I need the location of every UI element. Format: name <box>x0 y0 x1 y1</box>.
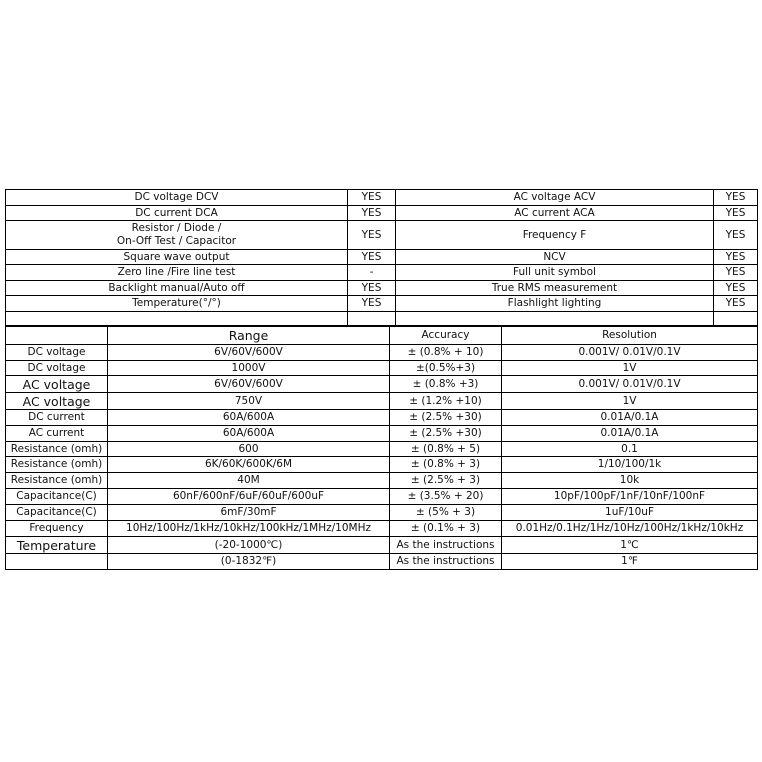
spec-accuracy: ± (0.8% + 3) <box>390 457 502 473</box>
feature-label: DC current DCA <box>6 206 348 221</box>
spec-name: Resistance (omh) <box>6 457 108 473</box>
feature-row <box>6 250 758 265</box>
spec-row <box>6 537 758 554</box>
spec-name: AC current <box>6 426 108 442</box>
spec-resolution: 10pF/100pF/1nF/10nF/100nF <box>502 489 758 505</box>
feature-label-line: Resistor / Diode / <box>131 222 222 234</box>
features-table <box>5 189 758 326</box>
spec-resolution: 1℉ <box>502 554 758 570</box>
feature-row <box>6 206 758 221</box>
spec-resolution: 10k <box>502 473 758 489</box>
spec-name: AC voltage <box>6 393 108 410</box>
spec-name: Temperature <box>6 537 108 554</box>
spec-row <box>6 554 758 570</box>
feature-label: Temperature(°/°) <box>6 296 348 312</box>
spec-resolution: 0.01A/0.1A <box>502 426 758 442</box>
spec-name: AC voltage <box>6 376 108 393</box>
spec-accuracy: ± (0.8% +3) <box>390 376 502 393</box>
feature-row <box>6 265 758 281</box>
specs-table <box>5 326 758 570</box>
range-header: Range <box>108 327 390 345</box>
feature-value: - <box>348 265 396 281</box>
feature-label: Square wave output <box>6 250 348 265</box>
spec-range: (-20-1000℃) <box>108 537 390 554</box>
feature-row <box>6 296 758 312</box>
spec-range: 600 <box>108 442 390 457</box>
spec-resolution: 0.01A/0.1A <box>502 410 758 426</box>
spec-resolution: 0.1 <box>502 442 758 457</box>
specs-header-row <box>6 327 758 345</box>
spec-row <box>6 442 758 457</box>
feature-label: Zero line /Fire line test <box>6 265 348 281</box>
spec-name: Capacitance(C) <box>6 489 108 505</box>
spec-row <box>6 376 758 393</box>
spec-range: 60nF/600nF/6uF/60uF/600uF <box>108 489 390 505</box>
spec-resolution: 1V <box>502 361 758 376</box>
empty-cell <box>348 312 396 326</box>
resolution-header: Resolution <box>502 327 758 345</box>
spec-range: (0-1832℉) <box>108 554 390 570</box>
spec-row <box>6 361 758 376</box>
spec-row <box>6 426 758 442</box>
spec-accuracy: ± (2.5% +30) <box>390 426 502 442</box>
spec-resolution: 1℃ <box>502 537 758 554</box>
empty-cell <box>6 312 348 326</box>
spec-row <box>6 457 758 473</box>
feature-value: YES <box>714 221 758 250</box>
empty-cell <box>714 312 758 326</box>
spec-accuracy: ± (3.5% + 20) <box>390 489 502 505</box>
spec-range: 750V <box>108 393 390 410</box>
feature-value: YES <box>714 265 758 281</box>
feature-row <box>6 190 758 206</box>
spec-range: 6mF/30mF <box>108 505 390 521</box>
spec-range: 60A/600A <box>108 410 390 426</box>
empty-cell <box>396 312 714 326</box>
spec-name: DC voltage <box>6 345 108 361</box>
spec-accuracy: ± (5% + 3) <box>390 505 502 521</box>
feature-label: Flashlight lighting <box>396 296 714 312</box>
feature-value: YES <box>348 250 396 265</box>
feature-value: YES <box>714 206 758 221</box>
spec-range: 6V/60V/600V <box>108 345 390 361</box>
spec-resolution: 1/10/100/1k <box>502 457 758 473</box>
feature-value: YES <box>714 281 758 296</box>
feature-value: YES <box>348 190 396 206</box>
spec-accuracy: ± (0.1% + 3) <box>390 521 502 537</box>
spec-row <box>6 473 758 489</box>
feature-spacer-row <box>6 312 758 326</box>
feature-value: YES <box>714 296 758 312</box>
feature-label: Full unit symbol <box>396 265 714 281</box>
accuracy-header: Accuracy <box>390 327 502 345</box>
feature-label: AC voltage ACV <box>396 190 714 206</box>
spec-resolution: 1V <box>502 393 758 410</box>
spec-accuracy: ± (2.5% +30) <box>390 410 502 426</box>
feature-label: AC current ACA <box>396 206 714 221</box>
spec-accuracy: ± (0.8% + 5) <box>390 442 502 457</box>
spec-resolution: 0.001V/ 0.01V/0.1V <box>502 376 758 393</box>
feature-label <box>6 221 348 250</box>
feature-value: YES <box>714 190 758 206</box>
spec-resolution: 0.01Hz/0.1Hz/1Hz/10Hz/100Hz/1kHz/10kHz <box>502 521 758 537</box>
spec-accuracy: ± (2.5% + 3) <box>390 473 502 489</box>
spec-accuracy: As the instructions <box>390 537 502 554</box>
feature-value: YES <box>348 296 396 312</box>
feature-label: True RMS measurement <box>396 281 714 296</box>
feature-label: Backlight manual/Auto off <box>6 281 348 296</box>
spec-row <box>6 410 758 426</box>
feature-value: YES <box>348 281 396 296</box>
spec-row <box>6 521 758 537</box>
feature-row <box>6 221 758 250</box>
spec-accuracy: ±(0.5%+3) <box>390 361 502 376</box>
spec-range: 6V/60V/600V <box>108 376 390 393</box>
spec-name: Resistance (omh) <box>6 442 108 457</box>
spec-name: DC current <box>6 410 108 426</box>
spec-name: DC voltage <box>6 361 108 376</box>
spec-range: 40M <box>108 473 390 489</box>
feature-row <box>6 281 758 296</box>
feature-value: YES <box>348 221 396 250</box>
spec-resolution: 1uF/10uF <box>502 505 758 521</box>
feature-label: DC voltage DCV <box>6 190 348 206</box>
spec-row <box>6 345 758 361</box>
spec-resolution: 0.001V/ 0.01V/0.1V <box>502 345 758 361</box>
spec-range: 60A/600A <box>108 426 390 442</box>
feature-value: YES <box>348 206 396 221</box>
spec-range: 6K/60K/600K/6M <box>108 457 390 473</box>
spec-name: Capacitance(C) <box>6 505 108 521</box>
feature-label-line: On-Off Test / Capacitor <box>116 235 237 247</box>
spec-name <box>6 554 108 570</box>
spec-row <box>6 489 758 505</box>
spec-accuracy: ± (1.2% +10) <box>390 393 502 410</box>
spec-row <box>6 505 758 521</box>
empty-cell <box>6 327 108 345</box>
feature-value: YES <box>714 250 758 265</box>
spec-row <box>6 393 758 410</box>
spec-name: Frequency <box>6 521 108 537</box>
spec-accuracy: As the instructions <box>390 554 502 570</box>
feature-label: Frequency F <box>396 221 714 250</box>
feature-label: NCV <box>396 250 714 265</box>
spec-range: 1000V <box>108 361 390 376</box>
spec-range: 10Hz/100Hz/1kHz/10kHz/100kHz/1MHz/10MHz <box>108 521 390 537</box>
spec-accuracy: ± (0.8% + 10) <box>390 345 502 361</box>
spec-name: Resistance (omh) <box>6 473 108 489</box>
